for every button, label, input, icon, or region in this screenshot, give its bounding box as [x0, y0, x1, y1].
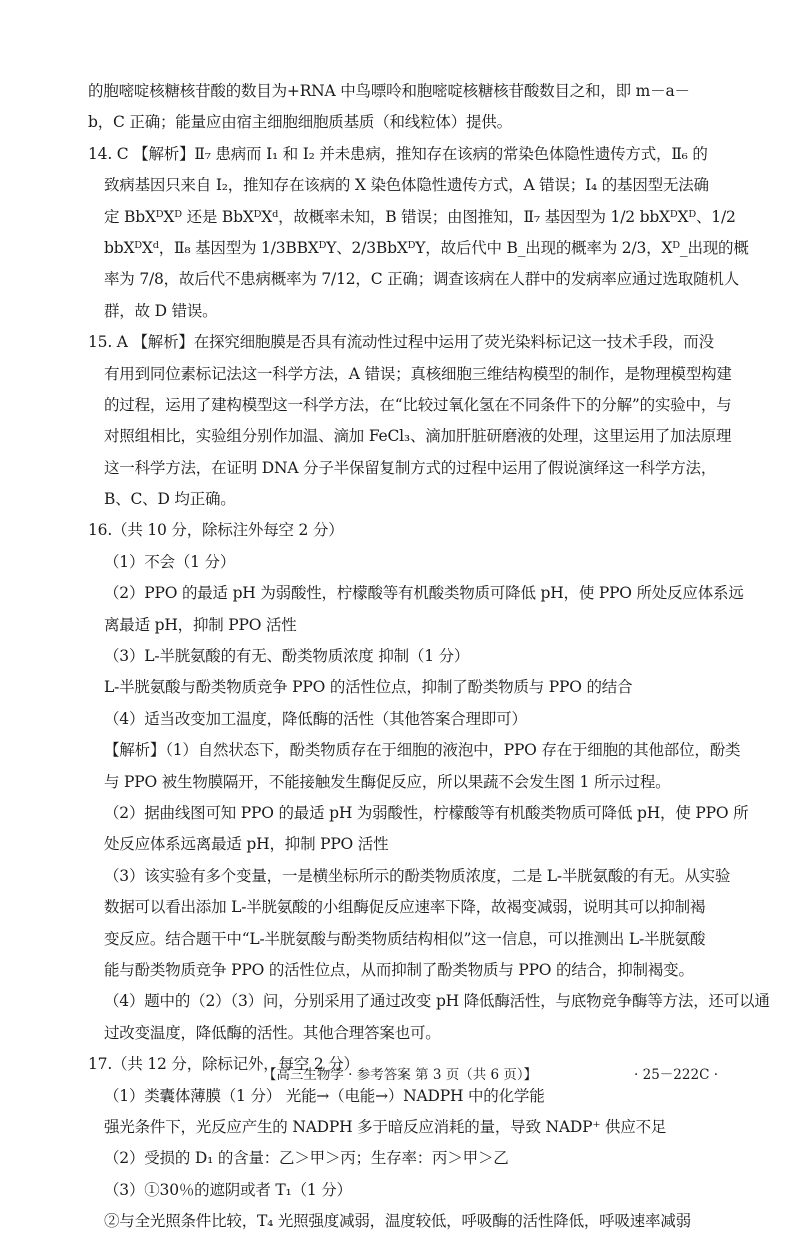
text-line: 15. A 【解析】在探究细胞膜是否具有流动性过程中运用了荧光染料标记这一技术手段，而没 — [88, 333, 714, 352]
footer-title: 【高三生物学 · 参考答案 第 3 页（共 6 页）】 — [262, 1067, 538, 1083]
text-line: （3）L-半胱氨酸的有无、酚类物质浓度 抑制（1 分） — [104, 647, 470, 666]
text-line: 定 BbXᴰXᴰ 还是 BbXᴰXᵈ，故概率未知，B 错误；由图推知，Ⅱ₇ 基因型为 1/2 bbXᴰXᴰ、1/2 — [104, 207, 736, 226]
text-line: 的过程，运用了建构模型这一科学方法，在“比较过氧化氢在不同条件下的分解”的实验中，与 — [104, 395, 732, 414]
text-line: 有用到同位素标记法这一科学方法，A 错误；真核细胞三维结构模型的制作，是物理模型构建 — [104, 364, 732, 383]
text-line: bbXᴰXᵈ，Ⅱ₈ 基因型为 1/3BBXᴰY、2/3BbXᴰY，故后代中 B_出现的概率为 2/3，Xᴰ_出现的概 — [104, 238, 749, 257]
text-line: 群，故 D 错误。 — [104, 301, 218, 320]
text-line: （1）类囊体薄膜（1 分） 光能→（电能→）NADPH 中的化学能 — [104, 1086, 545, 1105]
text-line: 率为 7/8，故后代不患病概率为 7/12，C 正确；调查该病在人群中的发病率应通过选取随机人 — [104, 270, 739, 289]
text-line: 能与酚类物质竞争 PPO 的活性位点，从而抑制了酚类物质与 PPO 的结合，抑制褐变。 — [104, 960, 694, 979]
footer-code: · 25－222C · — [634, 1067, 718, 1083]
text-line: 致病基因只来自 Ⅰ₂，推知存在该病的 X 染色体隐性遗传方式，A 错误；Ⅰ₄ 的基因型无法确 — [104, 176, 709, 195]
text-line: （3）①30％的遮阴或者 T₁（1 分） — [104, 1180, 352, 1199]
text-line: （4）适当改变加工温度，降低酶的活性（其他答案合理即可） — [104, 709, 527, 728]
text-line: B、C、D 均正确。 — [104, 490, 236, 509]
text-line: 处反应体系远离最适 pH，抑制 PPO 活性 — [104, 835, 389, 854]
text-line: 【解析】（1）自然状态下，酚类物质存在于细胞的液泡中，PPO 存在于细胞的其他部位，酚类 — [104, 741, 741, 760]
text-line: （4）题中的（2）（3）问，分别采用了通过改变 pH 降低酶活性，与底物竞争酶等方法，还可以通 — [104, 992, 770, 1011]
text-line: 17.（共 12 分，除标记外，每空 2 分） — [88, 1055, 359, 1074]
text-line: 离最适 pH，抑制 PPO 活性 — [104, 615, 297, 634]
text-line: ②与全光照条件比较，T₄ 光照强度减弱，温度较低，呼吸酶的活性降低，呼吸速率减弱 — [104, 1212, 691, 1231]
text-line: 变反应。结合题干中“L-半胱氨酸与酚类物质结构相似”这一信息，可以推测出 L-半胱氨酸 — [104, 929, 706, 948]
text-line: 强光条件下，光反应产生的 NADPH 多于暗反应消耗的量，导致 NADP⁺ 供应不足 — [104, 1117, 667, 1136]
text-line: 14. C 【解析】Ⅱ₇ 患病而 Ⅰ₁ 和 Ⅰ₂ 并未患病，推知存在该病的常染色体隐性遗传方式，Ⅱ₆ 的 — [88, 144, 708, 163]
text-line: L-半胱氨酸与酚类物质竞争 PPO 的活性位点，抑制了酚类物质与 PPO 的结合 — [104, 678, 633, 697]
page-footer — [0, 1063, 800, 1087]
text-line: （1）不会（1 分） — [104, 552, 236, 571]
text-line: （2）PPO 的最适 pH 为弱酸性，柠檬酸等有机酸类物质可降低 pH，使 PPO 所处反应体系远 — [104, 584, 744, 603]
text-line: 与 PPO 被生物膜隔开，不能接触发生酶促反应，所以果蔬不会发生图 1 所示过程。 — [104, 772, 671, 791]
text-line: 的胞嘧啶核糖核苷酸的数目为+RNA 中鸟嘌呤和胞嘧啶核糖核苷酸数目之和，即 m－a－ — [88, 82, 690, 100]
text-line: （2）受损的 D₁ 的含量：乙＞甲＞丙；生存率：丙＞甲＞乙 — [104, 1149, 509, 1168]
text-line: 16.（共 10 分，除标注外每空 2 分） — [88, 521, 344, 540]
text-line: （2）据曲线图可知 PPO 的最适 pH 为弱酸性，柠檬酸等有机酸类物质可降低 pH，使 PPO 所 — [104, 803, 749, 822]
text-line: 这一科学方法，在证明 DNA 分子半保留复制方式的过程中运用了假说演绎这一科学方法， — [104, 458, 717, 477]
text-line: 对照组相比，实验组分别作加温、滴加 FeCl₃、滴加肝脏研磨液的处理，这里运用了加法原理 — [104, 427, 732, 446]
text-line: 数据可以看出添加 L-半胱氨酸的小组酶促反应速率下降，故褐变减弱，说明其可以抑制褐 — [104, 898, 706, 917]
text-line: 过改变温度，降低酶的活性。其他合理答案也可。 — [104, 1023, 441, 1042]
text-line: （3）该实验有多个变量，一是横坐标所示的酚类物质浓度，二是 L-半胱氨酸的有无。从实验 — [104, 866, 731, 885]
text-line: b，C 正确；能量应由宿主细胞细胞质基质（和线粒体）提供。 — [88, 113, 512, 132]
